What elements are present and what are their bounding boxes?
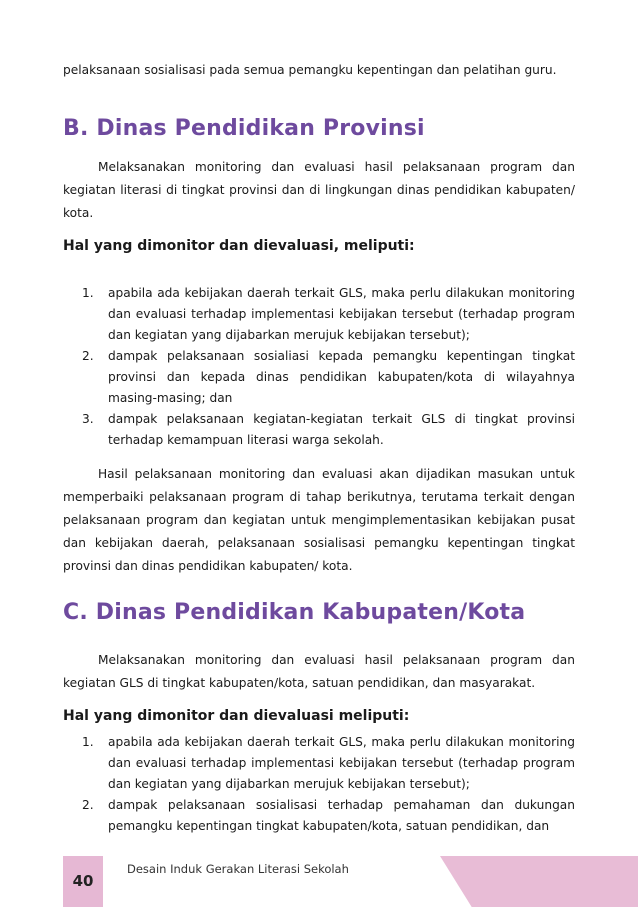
list-item (63, 732, 575, 795)
footer-title: Desain Induk Gerakan Literasi Sekolah (127, 862, 349, 876)
section-b-heading: B. Dinas Pendidikan Provinsi (63, 116, 425, 141)
list-item-number: 1. (82, 286, 94, 300)
intro-line: pelaksanaan sosialisasi pada semua pemangku kepentingan dan pelatihan guru. (63, 63, 557, 77)
list-item (63, 795, 575, 837)
list-item-text: apabila ada kebijakan daerah terkait GLS, maka perlu dilakukan monitoring dan evaluasi terhadap implementasi kebijakan tersebut (terhadap program dan kegiatan yang dijabarkan merujuk kebijakan tersebut); (108, 286, 575, 342)
list-item-text: dampak pelaksanaan kegiatan-kegiatan terkait GLS di tingkat provinsi terhadap kemampuan literasi warga sekolah. (108, 412, 575, 447)
page-number: 40 (72, 872, 94, 890)
section-c-heading: C. Dinas Pendidikan Kabupaten/Kota (63, 600, 526, 625)
list-item-number: 3. (82, 412, 94, 426)
list-item (63, 346, 575, 409)
list-item-text: dampak pelaksanaan sosialisasi terhadap pemahaman dan dukungan pemangku kepentingan tingkat kabupaten/kota, satuan pendidikan, dan (108, 798, 575, 833)
list-item-text: dampak pelaksanaan sosialiasi kepada pemangku kepentingan tingkat provinsi dan kepada dinas pendidikan kabupaten/kota di wilayahnya masing-masing; dan (108, 349, 575, 405)
section-c-list (63, 732, 575, 837)
section-b-paragraph-1: Melaksanakan monitoring dan evaluasi hasil pelaksanaan program dan kegiatan literasi di tingkat provinsi dan di lingkungan dinas pendidikan kabupaten/ kota. (63, 160, 575, 220)
list-item-number: 2. (82, 798, 94, 812)
section-c-paragraph-1: Melaksanakan monitoring dan evaluasi hasil pelaksanaan program dan kegiatan GLS di tingkat kabupaten/kota, satuan pendidikan, dan masyarakat. (63, 653, 575, 690)
list-item (63, 283, 575, 346)
section-b-subheading: Hal yang dimonitor dan dievaluasi, meliputi: (63, 238, 415, 254)
list-item (63, 409, 575, 451)
list-item-text: apabila ada kebijakan daerah terkait GLS, maka perlu dilakukan monitoring dan evaluasi terhadap implementasi kebijakan tersebut (terhadap program dan kegiatan yang dijabarkan merujuk kebijakan tersebut); (108, 735, 575, 791)
section-b-paragraph-2: Hasil pelaksanaan monitoring dan evaluasi akan dijadikan masukan untuk memperbaiki pelaksanaan program di tahap berikutnya, terutama terkait dengan pelaksanaan program dan kegiatan untuk mengimplementasikan kebijakan pusat dan kebijakan daerah, pelaksanaan sosialisasi pemangku kepentingan tingkat provinsi dan dinas pendidikan kabupaten/ kota. (63, 467, 575, 573)
section-c-subheading: Hal yang dimonitor dan dievaluasi meliputi: (63, 708, 410, 724)
list-item-number: 1. (82, 735, 94, 749)
list-item-number: 2. (82, 349, 94, 363)
footer-decoration (440, 856, 638, 907)
section-b-list (63, 283, 575, 451)
